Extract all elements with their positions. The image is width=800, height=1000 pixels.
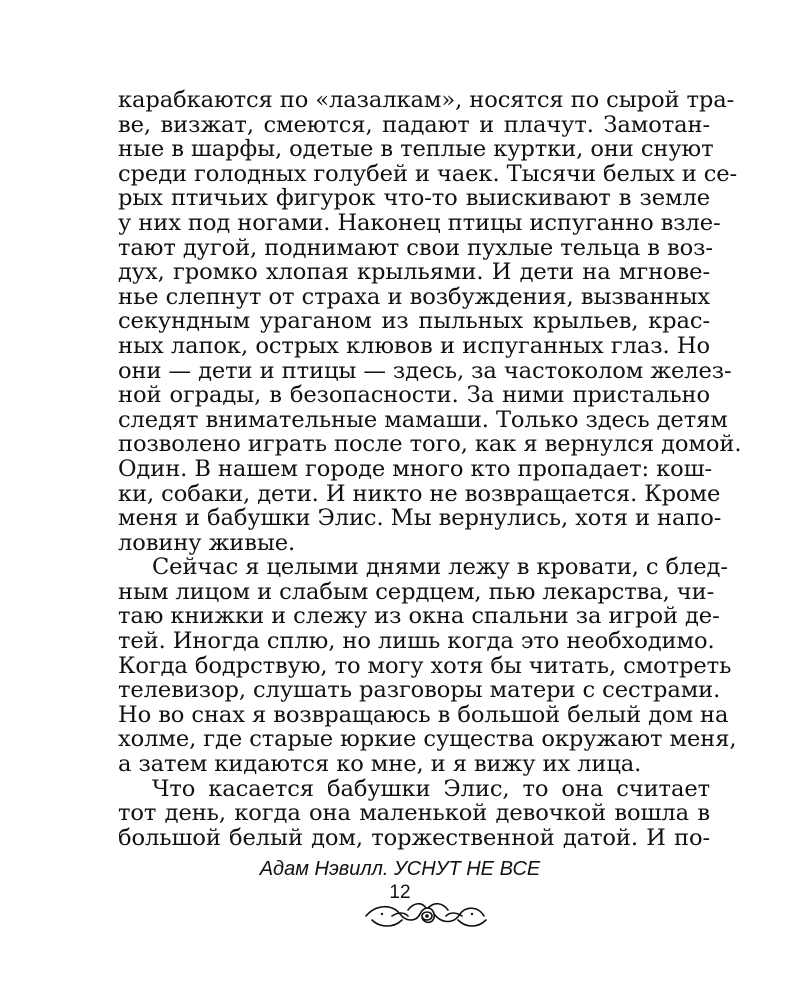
paragraph-3 bbox=[118, 777, 710, 851]
text-line: дух, громко хлопая крыльями. И дети на мгнове- bbox=[118, 259, 710, 286]
text-line: карабкаются по «лазалкам», носятся по сырой тра- bbox=[118, 87, 735, 113]
text-line: секундным ураганом из пыльных крыльев, крас- bbox=[118, 308, 710, 335]
text-line: меня и бабушки Элис. Мы вернулись, хотя и напо- bbox=[118, 505, 722, 532]
text-line: следят внимательные мамаши. Только здесь детям bbox=[118, 406, 728, 433]
text-line: Один. В нашем городе много кто пропадает: кош- bbox=[118, 455, 713, 482]
text-line: Сейчас я целыми днями лежу в кровати, с блед- bbox=[152, 554, 728, 581]
text-line: телевизор, слушать разговоры матери с сестрами. bbox=[118, 677, 721, 704]
text-line: холме, где старые юркие существа окружают меня, bbox=[118, 726, 737, 753]
text-line: Когда бодрствую, то могу хотя бы читать, смотреть bbox=[118, 652, 732, 679]
text-line: таю книжки и слежу из окна спальни за игрой де- bbox=[118, 603, 720, 630]
text-line: ным лицом и слабым сердцем, пью лекарства, чи- bbox=[118, 578, 715, 605]
text-line: а затем кидаются ко мне, и я вижу их лица. bbox=[118, 751, 642, 778]
text-line: ки, собаки, дети. И никто не возвращается. Кроме bbox=[118, 480, 721, 507]
text-line: ловину живые. bbox=[118, 529, 296, 556]
text-line: рых птичьих фигурок что-то выискивают в земле bbox=[118, 185, 710, 212]
text-line: ве, визжат, смеются, падают и плачут. Замотан- bbox=[118, 111, 710, 138]
text-line: Но во снах я возвращаюсь в большой белый дом на bbox=[118, 701, 729, 728]
text-line: позволено играть после того, как я вернулся домой. bbox=[118, 431, 742, 458]
text-line: большой белый дом, торжественной датой. И по- bbox=[118, 824, 710, 851]
paragraph-1 bbox=[118, 87, 742, 556]
text-line: у них под ногами. Наконец птицы испуганно взле- bbox=[118, 209, 721, 236]
paragraph-2 bbox=[118, 554, 737, 778]
text-line: ной ограды, в безопасности. За ними пристально bbox=[118, 382, 710, 409]
text-line: нье слепнут от страха и возбуждения, вызванных bbox=[118, 283, 710, 310]
text-line: тают дугой, поднимают свои пухлые тельца в воз- bbox=[118, 234, 713, 261]
text-line: тот день, когда она маленькой девочкой вошла в bbox=[118, 800, 710, 827]
text-line: ных лапок, острых клювов и испуганных глаз. Но bbox=[118, 332, 710, 359]
text-line: среди голодных голубей и чаек. Тысячи белых и се- bbox=[118, 160, 738, 187]
text-line: Что касается бабушки Элис, то она считает bbox=[152, 775, 710, 802]
page-number: 12 bbox=[389, 882, 411, 903]
text-line: они — дети и птицы — здесь, за частоколом желез- bbox=[118, 357, 732, 384]
flourish-ornament-icon bbox=[362, 898, 492, 934]
text-line: ные в шарфы, одетые в теплые куртки, они снуют bbox=[118, 136, 714, 163]
running-title: Адам Нэвилл. УСНУТ НЕ ВСЕ bbox=[259, 858, 541, 880]
text-line: тей. Иногда сплю, но лишь когда это необходимо. bbox=[118, 628, 715, 655]
body-text bbox=[118, 87, 742, 851]
